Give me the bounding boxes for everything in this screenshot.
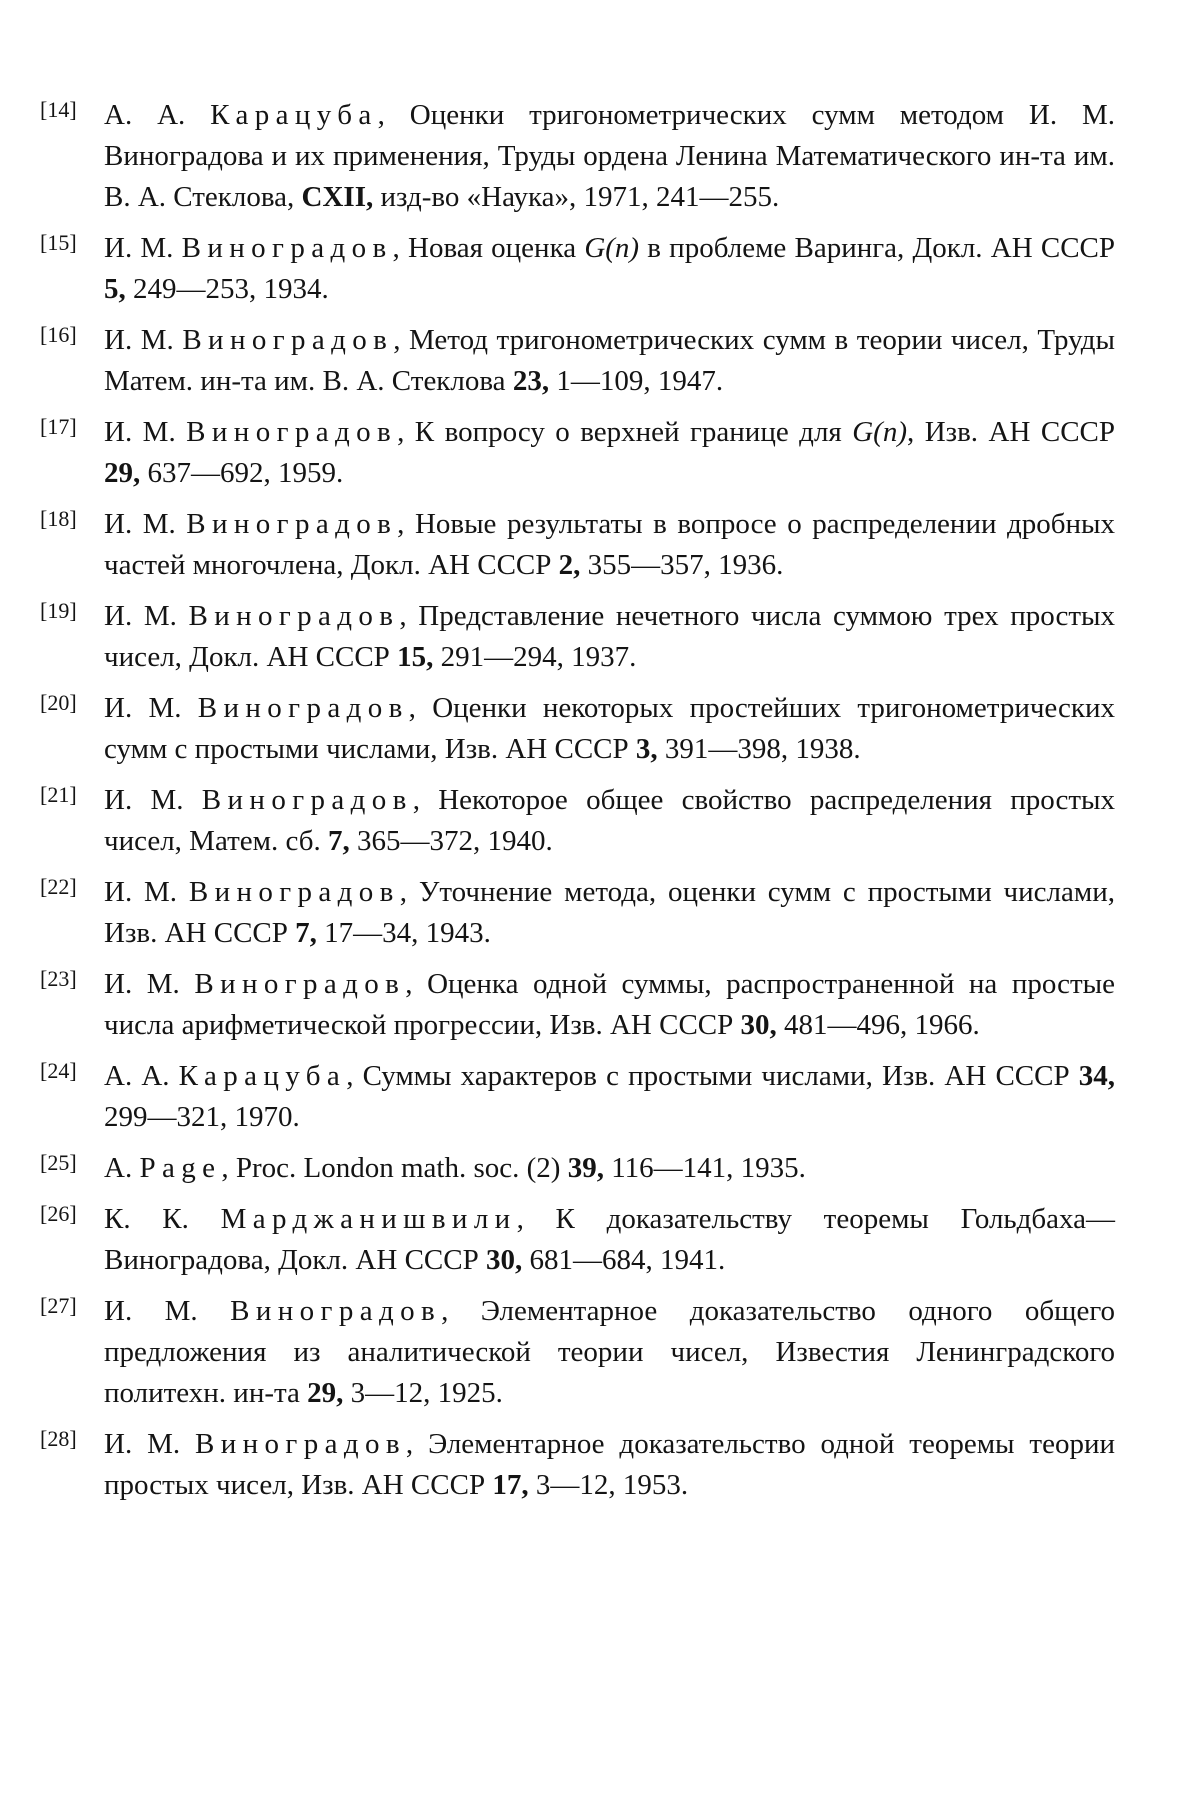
reference-pages-year: 116—141, 1935. — [611, 1152, 806, 1184]
reference-body — [104, 95, 1115, 218]
author-surname: Виноградов , — [186, 416, 404, 448]
reference-body — [104, 1056, 1115, 1138]
reference-number: [27] — [40, 1293, 77, 1318]
author-surname: Виноградов , — [188, 600, 406, 632]
reference-text: Proc. London math. soc. (2) — [235, 1152, 561, 1184]
reference-body — [104, 1291, 1115, 1414]
reference-pages-year: 3—12, 1925. — [350, 1377, 503, 1409]
reference-item — [40, 1148, 1115, 1189]
author-initials: А. А. — [104, 1060, 170, 1092]
reference-body — [104, 228, 1115, 310]
reference-text-after: в проблеме Варинга, Докл. АН СССР — [647, 232, 1116, 264]
reference-body — [104, 412, 1115, 494]
reference-text-before: К вопросу о верхней границе для — [414, 416, 842, 448]
author-initials: И. М. — [104, 1295, 198, 1327]
author-initials: А. А. — [104, 99, 186, 131]
formula-g-n: G(n) — [852, 416, 907, 448]
reference-volume: 5, — [104, 273, 126, 305]
author-initials: И. М. — [104, 416, 176, 448]
reference-number: [28] — [40, 1426, 77, 1451]
reference-text: Представление нечетного числа суммою трех простых чисел, Докл. АН СССР — [104, 600, 1115, 673]
author-surname: Page , — [139, 1152, 228, 1184]
author-initials: И. М. — [104, 232, 174, 264]
reference-pages-year: 481—496, 1966. — [784, 1009, 980, 1041]
reference-item — [40, 412, 1115, 494]
reference-text: Некоторое общее свойство распределения простых чисел, Матем. сб. — [104, 784, 1116, 857]
reference-volume: 2, — [558, 549, 581, 581]
reference-item — [40, 228, 1115, 310]
reference-number: [18] — [40, 506, 77, 531]
reference-pages-year: 299—321, 1970. — [104, 1101, 300, 1133]
author-initials: И. М. — [104, 968, 180, 1000]
reference-volume: 29, — [104, 457, 141, 489]
reference-number: [19] — [40, 598, 77, 623]
reference-volume: 30, — [485, 1244, 523, 1276]
author-initials: И. М. — [104, 600, 177, 632]
reference-item — [40, 95, 1115, 218]
reference-item — [40, 688, 1115, 770]
reference-pages-year: 365—372, 1940. — [356, 825, 553, 857]
reference-volume: 15, — [397, 641, 434, 673]
author-surname: Виноградов , — [202, 784, 420, 816]
reference-volume: 7, — [295, 917, 317, 949]
reference-text: К доказательству теоремы Гольдбаха—Виноградова, Докл. АН СССР — [104, 1203, 1116, 1276]
reference-volume: 34, — [1078, 1060, 1116, 1092]
author-initials: A. — [104, 1152, 133, 1184]
author-initials: И. М. — [104, 876, 178, 908]
reference-number: [25] — [40, 1150, 77, 1175]
reference-volume: 30, — [740, 1009, 777, 1041]
reference-volume: CXII, — [301, 181, 374, 213]
author-initials: К. К. — [104, 1203, 189, 1235]
author-surname: Марджанишвили , — [221, 1203, 524, 1235]
reference-body — [104, 320, 1115, 402]
reference-item — [40, 1199, 1115, 1281]
reference-number: [16] — [40, 322, 77, 347]
reference-text: Метод тригонометрических сумм в теории чисел, Труды Матем. ин-та им. В. А. Стеклова — [104, 324, 1116, 397]
reference-pages-year: 249—253, 1934. — [133, 273, 329, 305]
reference-pages-year: 291—294, 1937. — [440, 641, 637, 673]
reference-item — [40, 780, 1115, 862]
reference-item — [40, 1291, 1115, 1414]
reference-number: [23] — [40, 966, 77, 991]
reference-item — [40, 596, 1115, 678]
reference-volume: 29, — [307, 1377, 344, 1409]
author-surname: Виноградов , — [198, 692, 416, 724]
reference-text: Новые результаты в вопросе о распределении дробных частей многочлена, Докл. АН СССР — [104, 508, 1116, 581]
reference-volume: 3, — [635, 733, 658, 765]
author-initials: И. М. — [104, 692, 182, 724]
reference-item — [40, 320, 1115, 402]
reference-pages-year: 391—398, 1938. — [664, 733, 861, 765]
author-initials: И. М. — [104, 508, 176, 540]
reference-text: Уточнение метода, оценки сумм с простыми числами, Изв. АН СССР — [104, 876, 1115, 949]
author-surname: Виноградов , — [195, 1428, 413, 1460]
reference-number: [21] — [40, 782, 77, 807]
reference-number: [17] — [40, 414, 77, 439]
author-surname: Виноградов , — [230, 1295, 448, 1327]
reference-list — [40, 95, 1115, 1516]
reference-text: Суммы характеров с простыми числами, Изв. АН СССР — [362, 1060, 1070, 1092]
reference-text-before: Новая оценка — [408, 232, 577, 264]
reference-pages-year: 17—34, 1943. — [324, 917, 491, 949]
reference-item — [40, 964, 1115, 1046]
reference-text: Элементарное доказательство одного общего предложения из аналитической теории чисел, Известия Ленинградского политехн. ин-та — [104, 1295, 1116, 1409]
reference-body — [104, 872, 1115, 954]
reference-pages-year: 355—357, 1936. — [587, 549, 784, 581]
reference-number: [20] — [40, 690, 77, 715]
reference-item — [40, 872, 1115, 954]
author-surname: Виноградов , — [194, 968, 412, 1000]
reference-body — [104, 964, 1115, 1046]
reference-body — [104, 504, 1115, 586]
reference-text: Оценка одной суммы, распространенной на простые числа арифметической прогрессии, Изв. АН СССР — [104, 968, 1115, 1041]
reference-number: [26] — [40, 1201, 77, 1226]
author-surname: Карацуба , — [179, 1060, 354, 1092]
formula-g-n: G(n) — [584, 232, 640, 264]
reference-pages-year: 1—109, 1947. — [556, 365, 724, 397]
reference-pages-year: изд-во «Наука», 1971, 241—255. — [380, 181, 780, 213]
reference-volume: 17, — [492, 1469, 529, 1501]
author-initials: И. М. — [104, 1428, 181, 1460]
author-surname: Карацуба , — [210, 99, 385, 131]
reference-body — [104, 1148, 1115, 1189]
reference-number: [15] — [40, 230, 77, 255]
reference-body — [104, 688, 1115, 770]
reference-text: Оценки некоторых простейших тригонометрических сумм с простыми числами, Изв. АН СССР — [104, 692, 1115, 765]
author-initials: И. М. — [104, 324, 174, 356]
author-surname: Виноградов , — [182, 232, 400, 264]
reference-item — [40, 1424, 1115, 1506]
reference-number: [14] — [40, 97, 77, 122]
reference-item — [40, 1056, 1115, 1138]
reference-number: [24] — [40, 1058, 77, 1083]
author-surname: Виноградов , — [186, 508, 404, 540]
reference-pages-year: 681—684, 1941. — [529, 1244, 726, 1276]
reference-item — [40, 504, 1115, 586]
reference-body — [104, 596, 1115, 678]
reference-volume: 39, — [567, 1152, 604, 1184]
reference-pages-year: 3—12, 1953. — [535, 1469, 689, 1501]
reference-pages-year: 637—692, 1959. — [147, 457, 344, 489]
reference-text: Оценки тригонометрических сумм методом И. М. Виноградова и их применения, Труды ордена Ленина Математического ин-та им. В. А. Стеклова, — [104, 99, 1115, 213]
reference-text-after: , Изв. АН СССР — [906, 416, 1116, 448]
reference-volume: 7, — [327, 825, 350, 857]
reference-number: [22] — [40, 874, 77, 899]
reference-body — [104, 1199, 1115, 1281]
author-surname: Виноградов , — [182, 324, 400, 356]
reference-body — [104, 780, 1115, 862]
author-surname: Виноградов , — [189, 876, 407, 908]
reference-volume: 23, — [512, 365, 550, 397]
reference-text: Элементарное доказательство одной теоремы теории простых чисел, Изв. АН СССР — [104, 1428, 1116, 1501]
author-initials: И. М. — [104, 784, 184, 816]
reference-body — [104, 1424, 1115, 1506]
